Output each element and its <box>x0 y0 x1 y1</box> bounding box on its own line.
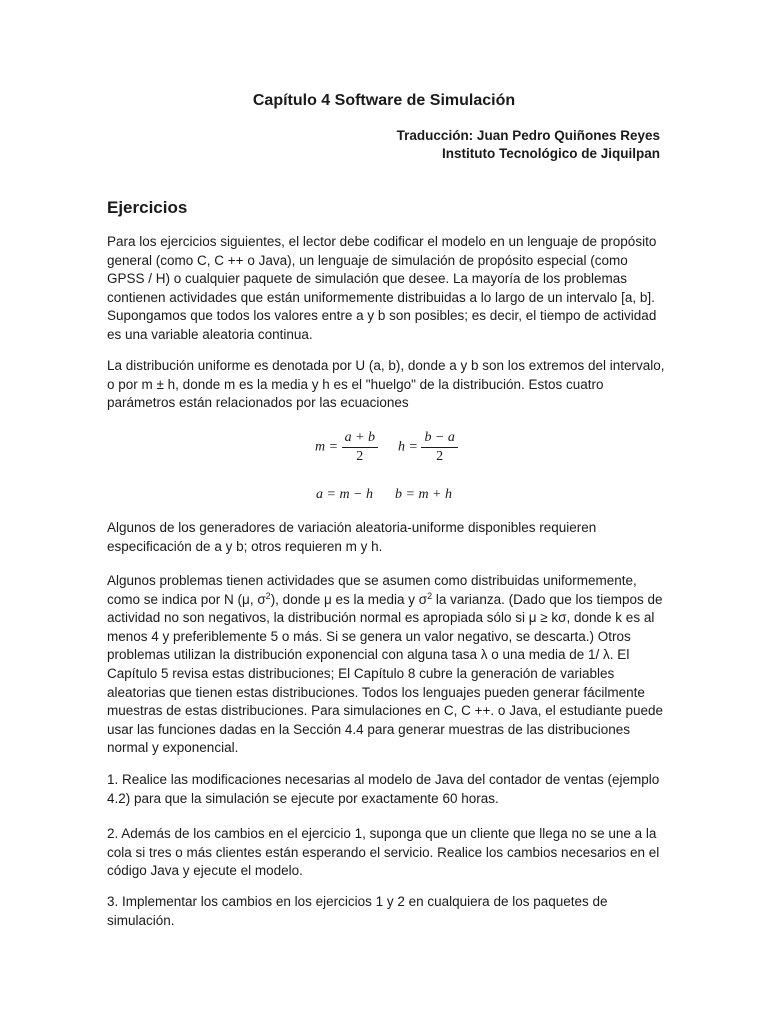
institution-line: Instituto Tecnológico de Jiquilpan <box>442 146 660 161</box>
fraction-h <box>421 429 457 466</box>
fraction-m <box>342 429 378 466</box>
distributions-text-a: Algunos problemas tienen actividades que se asumen como distribuidas uniformemente, como se indica por N (μ, σ <box>107 573 637 607</box>
distributions-paragraph <box>107 572 667 758</box>
fraction-h-numerator: b − a <box>421 429 457 448</box>
fraction-h-denominator: 2 <box>436 449 444 464</box>
intro-paragraph: Para los ejercicios siguientes, el lector debe codificar el modelo en un lenguaje de propósito general (como C, C ++ o Java), un lenguaje de simulación de propósito especial (como GPSS / H) o cualquier paquete de simulación que desee. La mayoría de los problemas contienen actividades que están uniformemente distribuidas a lo largo de un intervalo [a, b]. Supongamos que todos los valores entre a y b son posibles; es decir, el tiempo de actividad es una variable aleatoria continua. <box>107 234 657 342</box>
superscript-2: 2 <box>265 590 271 601</box>
exercise-2: 2. Además de los cambios en el ejercicio 1, suponga que un cliente que llega no se une a la cola si tres o más clientes están esperando el servicio. Realice los cambios necesarios en el código Java y ejecute el modelo. <box>107 826 660 879</box>
distributions-text-c: la varianza. (Dado que los tiempos de actividad no son negativos, la distribución normal es apropiada sólo si μ ≥ kσ, donde k es al menos 4 y preferiblemente 5 o más. Si se genera un valor negativo, se descarta.) Otros problemas utilizan la distribución exponencial con alguna tasa λ o una media de 1/ λ. El Capítulo 5 revisa estas distribuciones; El Capítulo 8 cubre la generación de variables aleatorias que tienen estas distribuciones. Todos los lenguajes pueden generar fácilmente muestras de estas distribuciones. Para simulaciones en C, C ++. o Java, el estudiante puede usar las funciones dadas en la Sección 4.4 para generar muestras de las distribuciones normal y exponencial. <box>107 591 664 756</box>
equation-h-lhs: h = <box>398 439 418 455</box>
section-heading: Ejercicios <box>107 198 188 217</box>
equation-b: b = m + h <box>395 487 453 502</box>
uniform-distribution-paragraph: La distribución uniforme es denotada por U (a, b), donde a y b son los extremos del intervalo, o por m ± h, donde m es la media y h es el "huelgo" de la distribución. Estos cuatro parámetros están relacionados por las ecuaciones <box>107 358 665 411</box>
equation-h <box>398 429 458 466</box>
equation-a: a = m − h <box>316 487 374 502</box>
generators-paragraph: Algunos de los generadores de variación aleatoria-uniforme disponibles requieren especificación de a y b; otros requieren m y h. <box>107 520 597 554</box>
translation-credits <box>397 127 660 163</box>
chapter-title: Capítulo 4 Software de Simulación <box>252 92 516 109</box>
equation-m <box>315 429 378 466</box>
superscript-2: 2 <box>427 590 433 601</box>
distributions-text-b: ), donde μ es la media y σ <box>270 591 428 607</box>
exercise-3: 3. Implementar los cambios en los ejercicios 1 y 2 en cualquiera de los paquetes de simulación. <box>107 894 608 928</box>
translator-line: Traducción: Juan Pedro Quiñones Reyes <box>396 128 660 143</box>
fraction-m-numerator: a + b <box>342 429 378 448</box>
exercise-1: 1. Realice las modificaciones necesarias al modelo de Java del contador de ventas (ejemplo 4.2) para que la simulación se ejecute por exactamente 60 horas. <box>107 772 660 806</box>
equation-m-lhs: m = <box>315 439 339 455</box>
fraction-m-denominator: 2 <box>356 449 364 464</box>
